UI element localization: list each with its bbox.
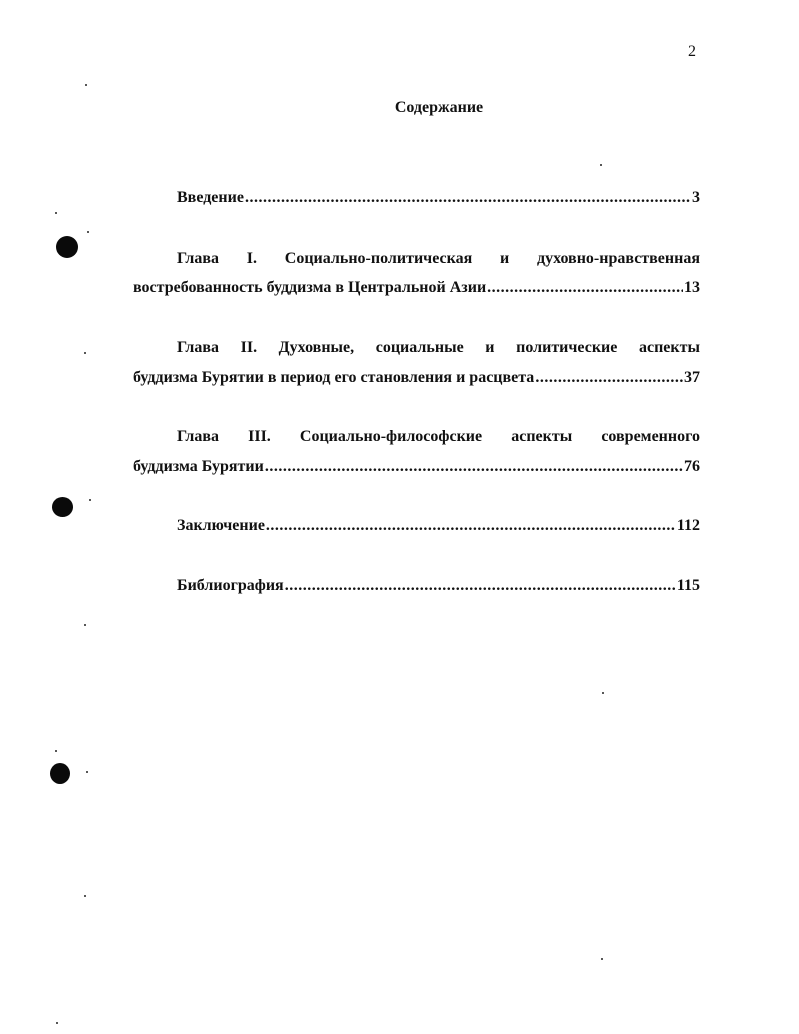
leader-dots: [245, 188, 691, 208]
toc-word: Глава: [177, 339, 219, 356]
scan-speck: [55, 750, 57, 752]
page-number: 2: [688, 43, 696, 60]
toc-entry-page: 13: [684, 279, 700, 296]
toc-entry-chapter-1-line2: [133, 278, 700, 298]
toc-word: I.: [246, 250, 257, 267]
leader-dots: [535, 368, 683, 388]
toc-word: Глава: [177, 250, 219, 267]
scan-speck: [56, 1022, 58, 1024]
leader-dots: [265, 457, 683, 477]
page-title: Содержание: [394, 99, 484, 116]
toc-entry-label: буддизма Бурятии: [133, 458, 264, 475]
toc-entry-chapter-1-line1: [177, 249, 700, 269]
scan-speck: [84, 895, 86, 897]
toc-entry-page: 76: [684, 458, 700, 475]
toc-entry-chapter-3-line1: [177, 427, 700, 447]
toc-word: и: [485, 339, 495, 356]
toc-word: современного: [601, 428, 700, 445]
scan-speck: [84, 352, 86, 354]
leader-dots: [285, 576, 676, 596]
toc-entry-label: буддизма Бурятии в период его становления и расцвета: [133, 369, 535, 386]
scan-speck: [55, 212, 57, 214]
toc-entry-page: 3: [692, 189, 700, 206]
toc-entry-label: Библиография: [177, 577, 284, 594]
toc-word: Социально-философские: [299, 428, 483, 445]
leader-dots: [266, 516, 676, 536]
toc-word: и: [499, 250, 510, 267]
scan-speck: [601, 958, 603, 960]
toc-word: II.: [240, 339, 258, 356]
scan-speck: [602, 692, 604, 694]
toc-entry-label: Заключение: [177, 517, 265, 534]
toc-word: Глава: [177, 428, 219, 445]
toc-word: Духовные,: [278, 339, 355, 356]
toc-entry-page: 37: [684, 369, 700, 386]
toc-entry-conclusion: [177, 516, 700, 536]
punch-hole-mark: [56, 236, 78, 258]
scan-speck: [84, 624, 86, 626]
scan-speck: [86, 771, 88, 773]
scan-speck: [600, 164, 602, 166]
toc-word: аспекты: [638, 339, 700, 356]
toc-word: аспекты: [511, 428, 573, 445]
toc-entry-chapter-2-line2: [133, 368, 700, 388]
toc-entry-label: Введение: [177, 189, 244, 206]
toc-entry-label: востребованность буддизма в Центральной Азии: [133, 279, 487, 296]
toc-word: духовно-нравственная: [536, 250, 700, 267]
toc-word: политические: [516, 339, 618, 356]
scan-speck: [87, 231, 89, 233]
toc-entry-bibliography: [177, 576, 700, 596]
toc-word: социальные: [375, 339, 464, 356]
scan-speck: [85, 84, 87, 86]
toc-entry-introduction: [177, 188, 700, 208]
toc-entry-page: 112: [676, 517, 700, 534]
toc-word: Социально-политическая: [284, 250, 473, 267]
toc-entry-page: 115: [676, 577, 700, 594]
toc-entry-chapter-3-line2: [133, 457, 700, 477]
scan-speck: [89, 499, 91, 501]
leader-dots: [487, 278, 683, 298]
punch-hole-mark: [50, 763, 70, 784]
toc-entry-chapter-2-line1: [177, 338, 700, 358]
punch-hole-mark: [52, 497, 73, 517]
toc-word: III.: [248, 428, 271, 445]
